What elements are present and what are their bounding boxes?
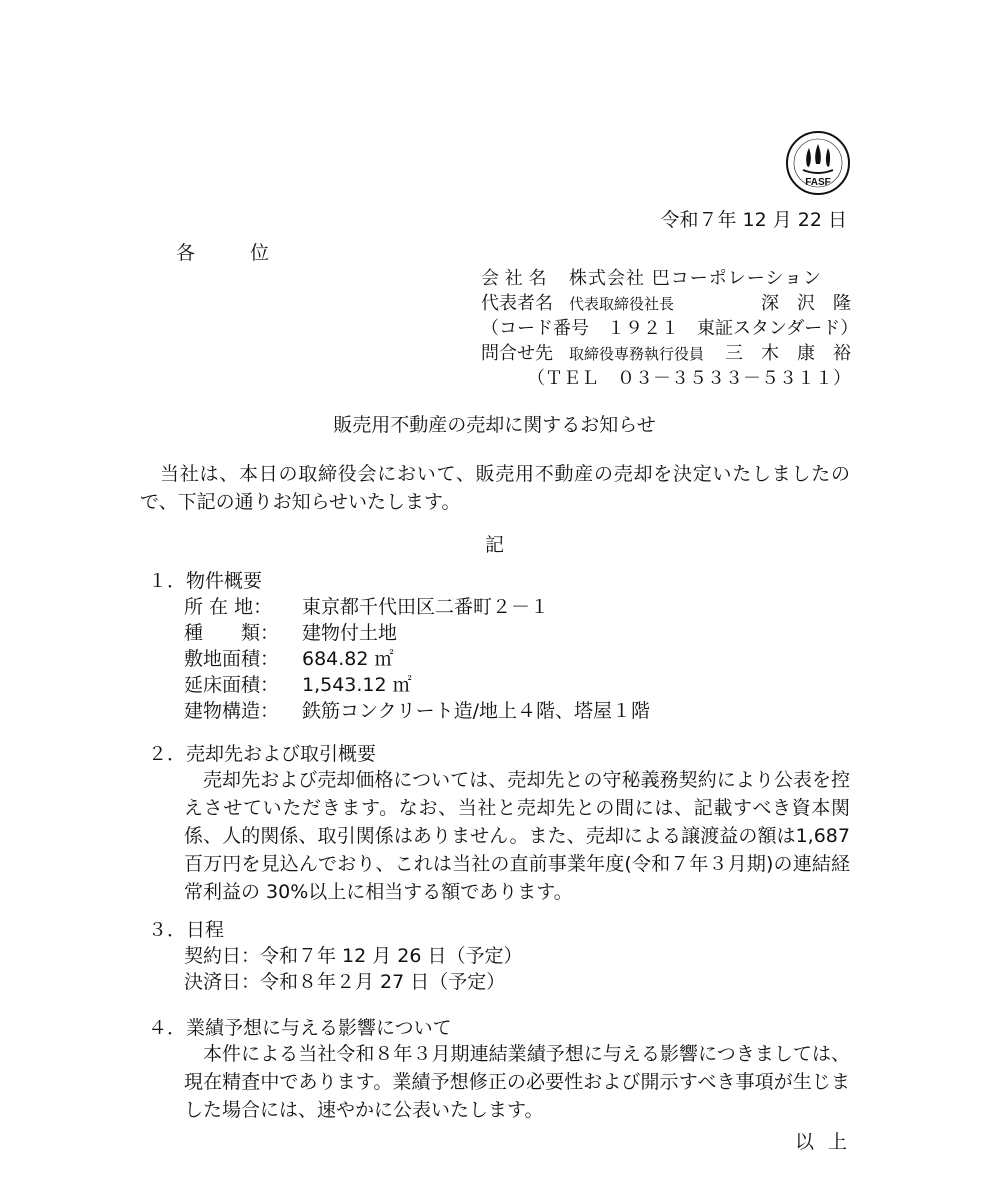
document-date: 令和７年 12 月 22 日 — [660, 209, 847, 231]
property-value: 684.82 ㎡ — [302, 648, 394, 670]
company-name-value: 株式会社 巴コーポレーション — [569, 268, 823, 289]
settlement-date: 決済日：令和８年２月 27 日（予定） — [184, 971, 506, 993]
representative-title: 代表取締役社長 — [569, 295, 675, 313]
representative-row — [481, 291, 851, 317]
fasf-logo — [785, 130, 851, 196]
section2-body: 売却先および売却価格については、売却先との守秘義務契約により公表を控えさせていただきます。なお、当社と売却先との間には、記載すべき資本関係、人的関係、取引関係はありません。また、売却による譲渡益の額は1,687 百万円を見込んでおり、これは当社の直前事業年度(令和７年３月期)の連結経常利益の 30%以上に相当する額であります。 — [184, 769, 850, 903]
stock-code: （コード番号 １９２１ 東証スタンダード） — [481, 318, 859, 339]
representative-label: 代表者名 — [481, 293, 553, 314]
company-name-row — [481, 266, 851, 292]
fasf-seal-icon — [785, 130, 851, 196]
representative-name: 深 沢 隆 — [761, 293, 851, 314]
recipient: 各 位 — [176, 242, 288, 264]
section1-heading: １．物件概要 — [148, 570, 263, 592]
ki-heading: 記 — [484, 534, 504, 556]
property-label: 所 在 地： — [184, 596, 273, 618]
document-title: 販売用不動産の売却に関するお知らせ — [333, 414, 656, 436]
property-label: 延床面積： — [184, 674, 280, 696]
property-value: 東京都千代田区二番町２－１ — [302, 596, 550, 618]
tel-number: （ＴＥＬ ０３－３５３３－５３１１） — [527, 368, 851, 389]
property-value: 1,543.12 ㎡ — [302, 674, 412, 696]
intro-paragraph: 当社は、本日の取締役会において、販売用不動産の売却を決定いたしましたので、下記の通りお知らせいたします。 — [140, 463, 850, 513]
property-label: 種 類： — [184, 622, 280, 644]
contact-value — [569, 341, 851, 367]
contact-label: 問合せ先 — [481, 343, 553, 364]
section4-heading: ４．業績予想に与える影響について — [148, 1017, 452, 1039]
property-value: 鉄筋コンクリート造/地上４階、塔屋１階 — [302, 700, 651, 722]
contact-title: 取締役専務執行役員 — [569, 345, 705, 363]
contact-row — [481, 341, 851, 367]
closing-mark: 以上 — [794, 1131, 861, 1153]
property-label: 敷地面積： — [184, 648, 280, 670]
representative-value — [569, 291, 851, 317]
property-label: 建物構造： — [184, 700, 280, 722]
contact-name: 三 木 康 裕 — [725, 343, 851, 364]
tel-row — [481, 366, 851, 392]
svg-text:FASF: FASF — [805, 177, 831, 188]
code-row — [481, 316, 859, 342]
property-value: 建物付土地 — [302, 622, 398, 644]
section4-body: 本件による当社令和８年３月期連結業績予想に与える影響につきましては、現在精査中であります。業績予想修正の必要性および開示すべき事項が生じました場合には、速やかに公表いたします。 — [184, 1043, 850, 1121]
section2-heading: ２．売却先および取引概要 — [148, 743, 377, 765]
section3-heading: ３．日程 — [148, 919, 225, 941]
company-name-label: 会 社 名 — [481, 268, 547, 289]
contract-date: 契約日：令和７年 12 月 26 日（予定） — [184, 945, 523, 967]
